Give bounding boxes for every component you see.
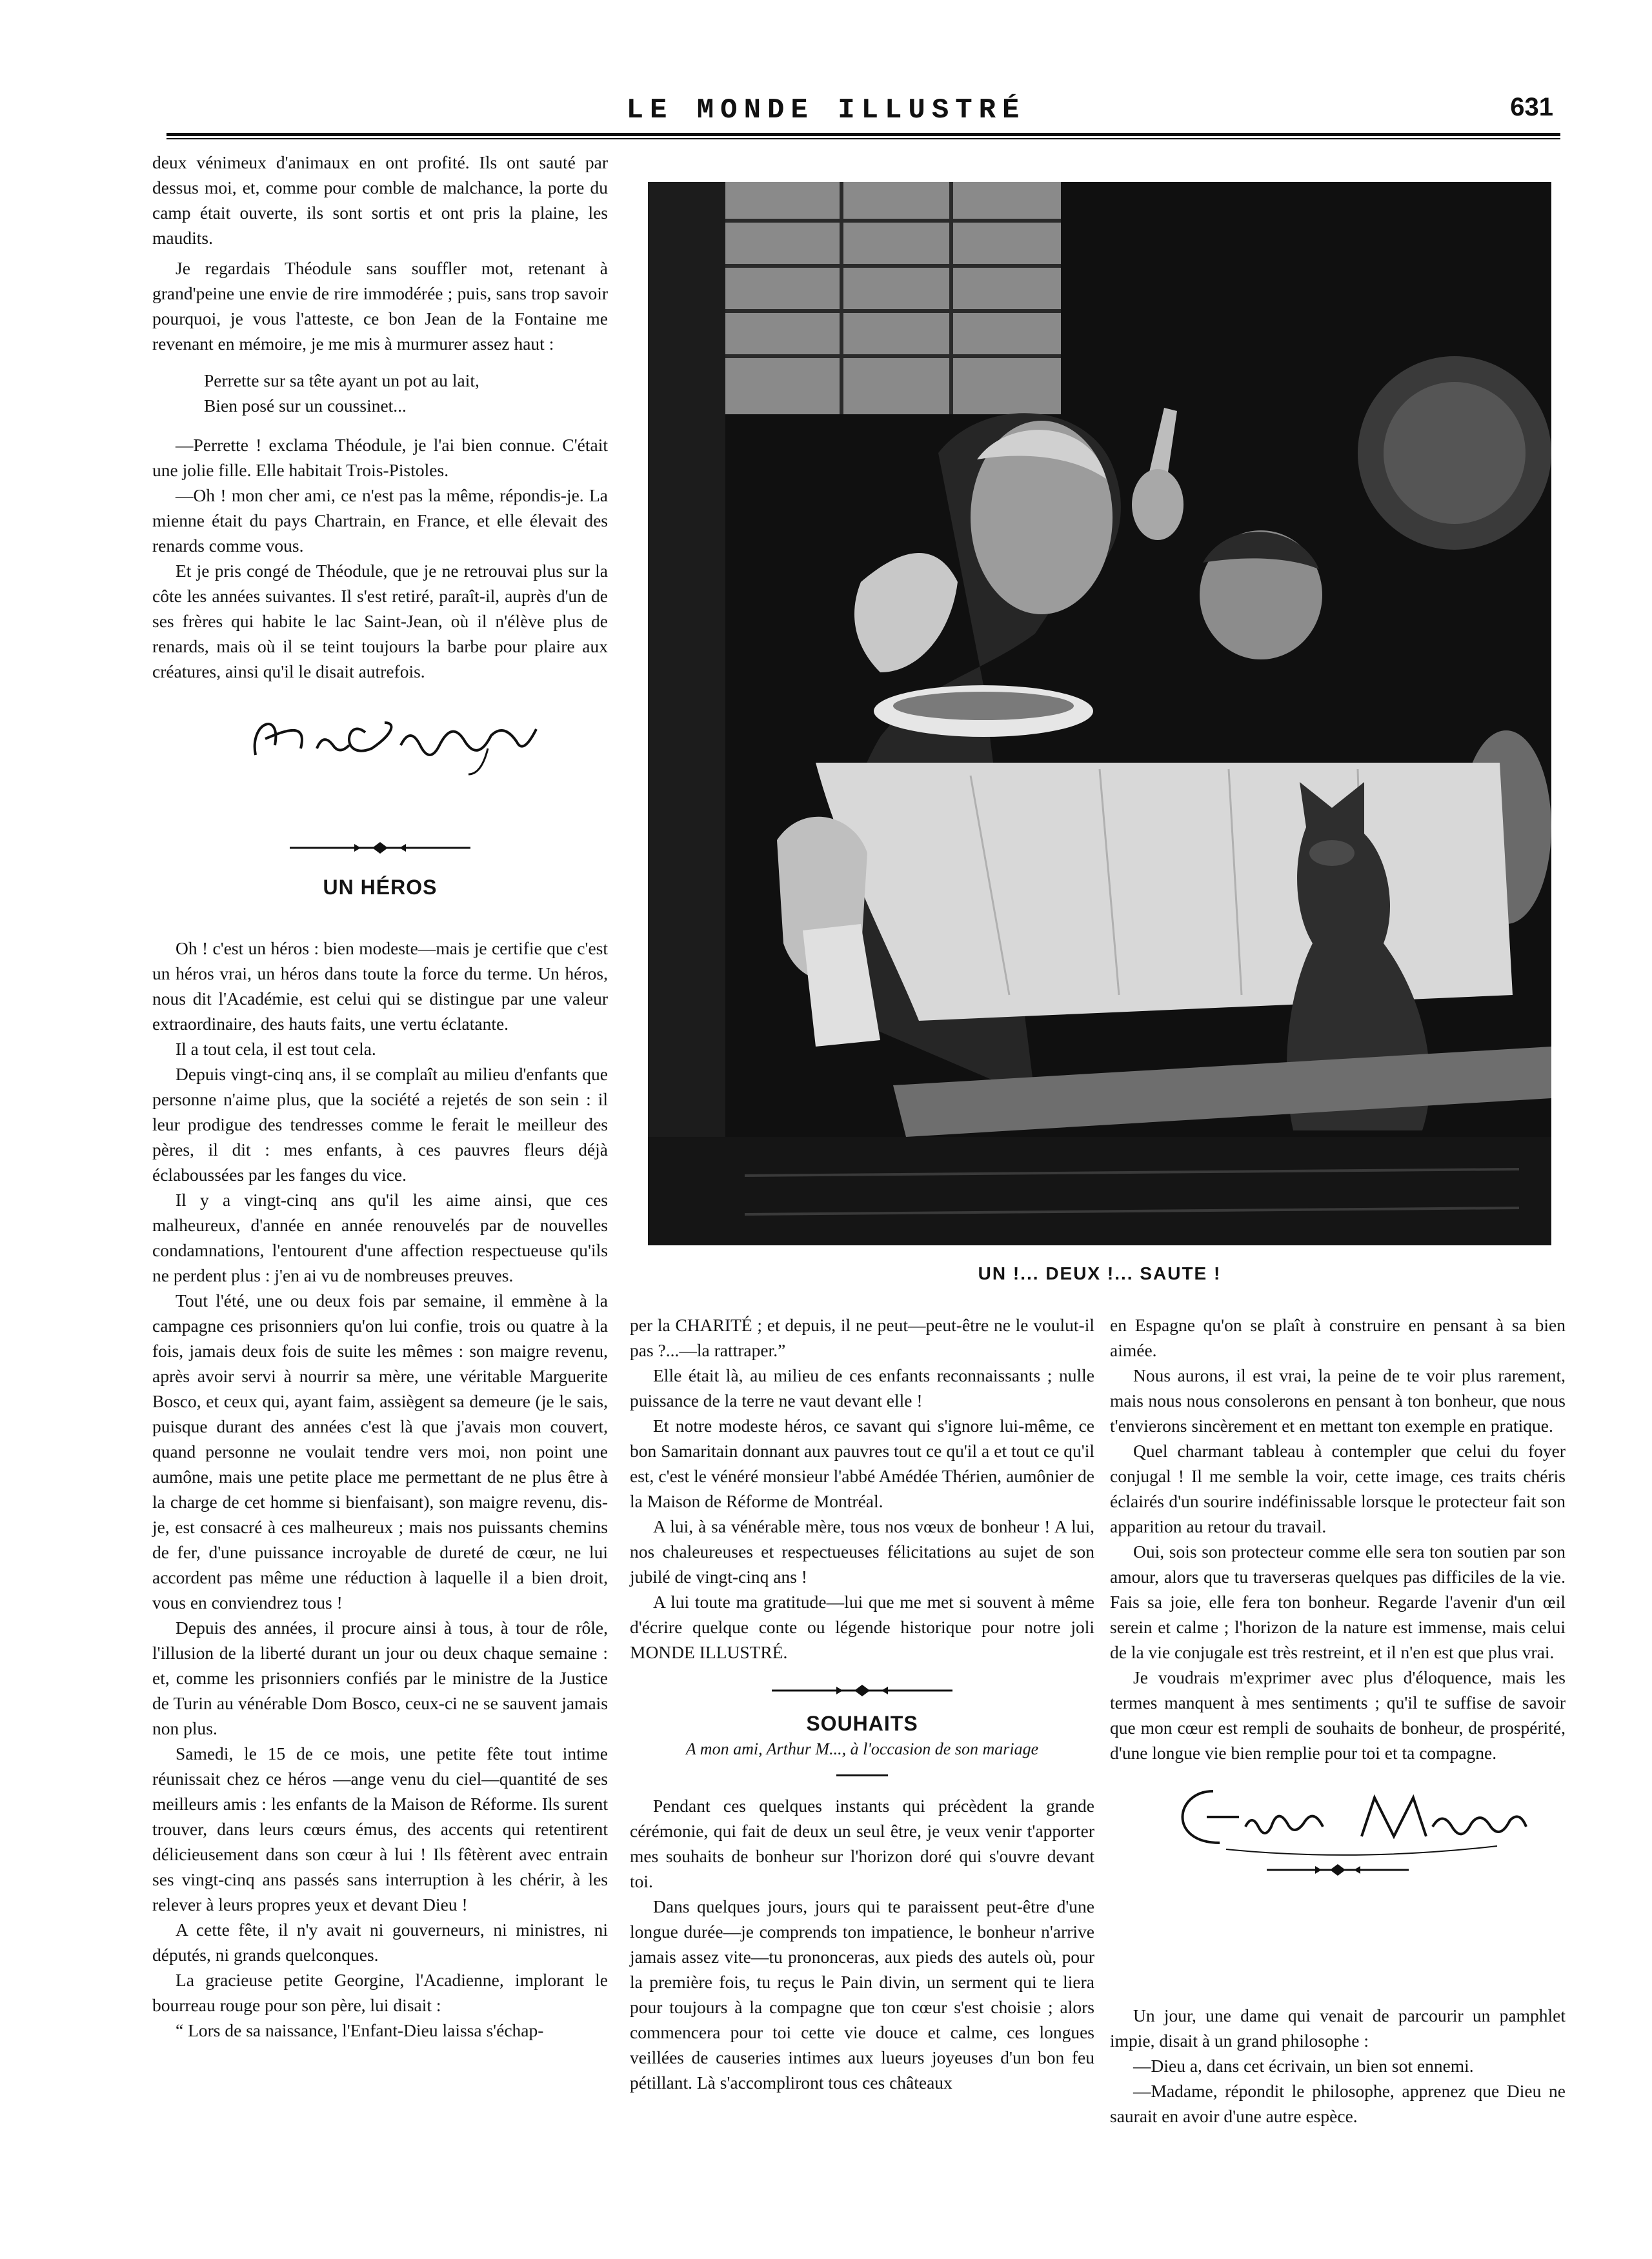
paragraph: Je regardais Théodule sans souffler mot, retenant à grand'peine une envie de rire immodérée ; puis, sans trop savoir pourquoi, je vous l'atteste, ce bon Jean de la Fontaine me revenant en mémoire, je me mis à murmurer assez haut :: [152, 258, 608, 354]
signature-moreau-image: [1110, 1765, 1566, 1862]
paragraph: —Dieu a, dans cet écrivain, un bien sot ennemi.: [1133, 2056, 1474, 2076]
paragraph: Un jour, une dame qui venait de parcourir un pamphlet impie, disait à un grand philosophe :: [1110, 2005, 1566, 2051]
paragraph: deux vénimeux d'animaux en ont profité. Ils ont sauté par dessus moi, et, comme pour comble de malchance, la porte du camp était ouverte, ils sont sortis et ont pris la plaine, les maudits.: [152, 152, 608, 248]
ornament-divider-icon: [283, 840, 477, 856]
old-woman-and-fox-image: [648, 182, 1551, 1245]
section-ornament: [1110, 1862, 1566, 1878]
paragraph: —Oh ! mon cher ami, ce n'est pas la même, répondis-je. La mienne était du pays Chartrain, en France, et elle élevait des renards comme vous.: [152, 485, 608, 556]
paragraph: Nous aurons, il est vrai, la peine de te voir plus rarement, mais nous nous consolerons en pensant à ton bonheur, que nous t'envierons sincèrement et en mettant ton exemple en pratique.: [1110, 1365, 1566, 1436]
paragraph: Samedi, le 15 de ce mois, une petite fête tout intime réunissait chez ce héros —ange venu du ciel—quantité de ses meilleurs amis : les enfants de la Maison de Réforme. Ils surent trouver, dans leurs cœurs émus, des accents qui retentirent délicieusement dans son cœur à lui ! Ils fêtèrent avec entrain ses vingt-cinq ans passés sans interruption à les chérir, à les relever à leurs propres yeux et devant Dieu !: [152, 1743, 608, 1914]
souhaits-continuation-column: [1110, 1312, 1566, 1878]
paragraph: Dans quelques jours, jours qui te paraissent peut-être d'une longue durée—je comprends ton impatience, le bonheur n'arrive jamais assez vite—tu prononceras, aux pieds des autels où, pour la première fois, tu reçus le Pain divin, un serment qui te liera pour toujours à la compagne que ton cœur s'est choisie ; alors commencera pour toi cette vie douce et calme, ces longues veillées de causeries intimes aux lueurs joyeuses d'un bon feu pétillant. Là s'accompliront tous ces châteaux: [630, 1896, 1094, 2093]
signature-block: [1110, 1765, 1566, 1862]
page-number: 631: [1510, 93, 1553, 121]
paragraph: A lui, à sa vénérable mère, tous nos vœux de bonheur ! A lui, nos chaleureuses et respectueuses félicitations au sujet de son jubilé de vingt-cinq ans !: [630, 1516, 1094, 1587]
story-ending-column: [152, 150, 608, 781]
paragraph: “ Lors de sa naissance, l'Enfant-Dieu laissa s'échap-: [176, 2020, 544, 2040]
paragraph: Oh ! c'est un héros : bien modeste—mais je certifie que c'est un héros vrai, un héros dans toute la force du terme. Un héros, nous dit l'Académie, est celui qui se distingue par une valeur extraordinaire, des hauts faits, une vertu éclatante.: [152, 938, 608, 1034]
hero-article-column: [152, 876, 608, 2043]
paragraph: Depuis des années, il procure ainsi à tous, à tour de rôle, l'illusion de la liberté durant un jour ou deux chaque semaine : et, comme les prisonniers confiés par le ministre de la Justice de Turin au vénérable Dom Bosco, ceux-ci ne se sauvent jamais non plus.: [152, 1618, 608, 1738]
verse-line: Bien posé sur un coussinet...: [204, 396, 407, 416]
paragraph: Pendant ces quelques instants qui précèdent la grande cérémonie, qui fait de deux un seul être, je veux venir t'apporter mes souhaits de bonheur sur l'horizon doré qui s'ouvre devant toi.: [630, 1796, 1094, 1891]
paragraph: Elle était là, au milieu de ces enfants reconnaissants ; nulle puissance de la terre ne vaut devant elle !: [630, 1365, 1094, 1411]
paragraph: Depuis vingt-cinq ans, il se complaît au milieu d'enfants que personne n'aime plus, que la société a rejetés de son sein : il leur prodigue des tendresses comme le ferait le meilleur des pères, il dit : mes enfants, à ces pauvres fleurs déjà éclaboussées par les fanges du vice.: [152, 1064, 608, 1185]
page-header-title: LE MONDE ILLUSTRÉ: [626, 94, 1026, 126]
paragraph: Oui, sois son protecteur comme elle sera ton soutien par son amour, alors que tu traverseras quelques pas difficiles de la vie. Fais sa joie, elle fera ton bonheur. Regarde l'avenir d'un œil serein et calme ; l'horizon de la nature est immense, mais celui de la vie conjugale est très restreint, et il n'en est que plus vrai.: [1110, 1541, 1566, 1662]
souhaits-dedication: A mon ami, Arthur M..., à l'occasion de son mariage: [685, 1740, 1039, 1758]
paragraph: La gracieuse petite Georgine, l'Acadienne, implorant le bourreau rouge pour son père, lui disait :: [152, 1970, 608, 2015]
hero-heading: UN HÉROS: [323, 876, 438, 899]
header-rule: [166, 133, 1560, 136]
paragraph: —Madame, répondit le philosophe, apprenez que Dieu ne saurait en avoir d'une autre espèce.: [1110, 2081, 1566, 2126]
paragraph: per la CHARITÉ ; et depuis, il ne peut—peut-être ne le voulut-il pas ?...—la rattraper.”: [630, 1315, 1094, 1360]
paragraph: Il y a vingt-cinq ans qu'il les aime ainsi, que ces malheureux, d'année en année renouvelés par de nouvelles condamnations, l'entourent d'une affection respectueuse qu'ils ne perdent plus : j'en ai vu de nombreuses preuves.: [152, 1190, 608, 1285]
paragraph: A cette fête, il n'y avait ni gouverneurs, ni ministres, ni députés, ni grands quelconques.: [152, 1920, 608, 1965]
anecdote-column: [1110, 2003, 1566, 2129]
paragraph: Tout l'été, une ou deux fois par semaine, il emmène à la campagne ces prisonniers qu'on lui confie, trois ou quatre à la fois, jamais deux fois de suite les mêmes : son maigre revenu, après avoir servi à nourrir sa mère, une véritable Marguerite Bosco, et ceux qui, ayant faim, assiègent sa demeure (je le sais, puisque durant des années c'est là que j'avais mon couvert, quand personne ne voulait tendre vers moi, non point une aumône, mais une petite place me permettant de ne plus être à la charge de cet homme si bienfaisant), son maigre revenu, dis-je, est consacré à ces malheureux ; mais nos puissants chemins de fer, d'une puissance incroyable de dureté de cœur, ne lui accordent pas même une réduction à laquelle il a bien droit, vous en conviendrez tous !: [152, 1290, 608, 1612]
signature-block: [152, 684, 608, 781]
ornament-divider-icon: [765, 1683, 959, 1698]
section-ornament: [630, 1683, 1094, 1698]
ornament-divider-icon: [1260, 1862, 1415, 1878]
verse-line: Perrette sur sa tête ayant un pot au lait,: [204, 370, 479, 390]
paragraph: Quel charmant tableau à contempler que celui du foyer conjugal ! Il me semble la voir, cette image, ces traits chéris éclairés d'un sourire indéfinissable lorsque le protecteur fait son apparition au retour du travail.: [1110, 1441, 1566, 1536]
hero-continuation-column: [630, 1312, 1094, 2095]
header-rule-thin: [166, 138, 1560, 139]
paragraph: Je voudrais m'exprimer avec plus d'éloquence, mais les termes manquent à mes sentiments ; qu'il te suffise de savoir que mon cœur est rempli de souhaits de bonheur, de prospérité, d'une longue vie bien remplie pour toi et ta compagne.: [1110, 1667, 1566, 1763]
paragraph: A lui toute ma gratitude—lui que me met si souvent à même d'écrire quelque conte ou légende historique pour notre joli MONDE ILLUSTRÉ.: [630, 1592, 1094, 1662]
paragraph: Et je pris congé de Théodule, que je ne retrouvai plus sur la côte les années suivantes. Il s'est retiré, paraît-il, auprès d'un de ses frères qui habite le lac Saint-Jean, où il n'élève plus de renards, mais où il se teint toujours la barbe pour plaire aux créatures, ainsi qu'il le disait autrefois.: [152, 561, 608, 681]
souhaits-heading: SOUHAITS: [806, 1712, 918, 1735]
short-rule: [836, 1774, 888, 1776]
section-ornament: [152, 840, 608, 856]
paragraph: —Perrette ! exclama Théodule, je l'ai bien connue. C'était une jolie fille. Elle habitait Trois-Pistoles.: [152, 435, 608, 480]
paragraph: en Espagne qu'on se plaît à construire en pensant à sa bien aimée.: [1110, 1315, 1566, 1360]
paragraph: Il a tout cela, il est tout cela.: [176, 1039, 376, 1059]
engraving-illustration: [648, 182, 1551, 1245]
signature-puyjalon-image: [152, 684, 608, 781]
paragraph: Et notre modeste héros, ce savant qui s'ignore lui-même, ce bon Samaritain donnant aux pauvres tout ce qu'il a et tout ce qu'il est, c'est le vénéré monsieur l'abbé Amédée Thérien, aumônier de la Maison de Réforme de Montréal.: [630, 1416, 1094, 1511]
illustration-caption: UN !... DEUX !... SAUTE !: [978, 1263, 1222, 1283]
